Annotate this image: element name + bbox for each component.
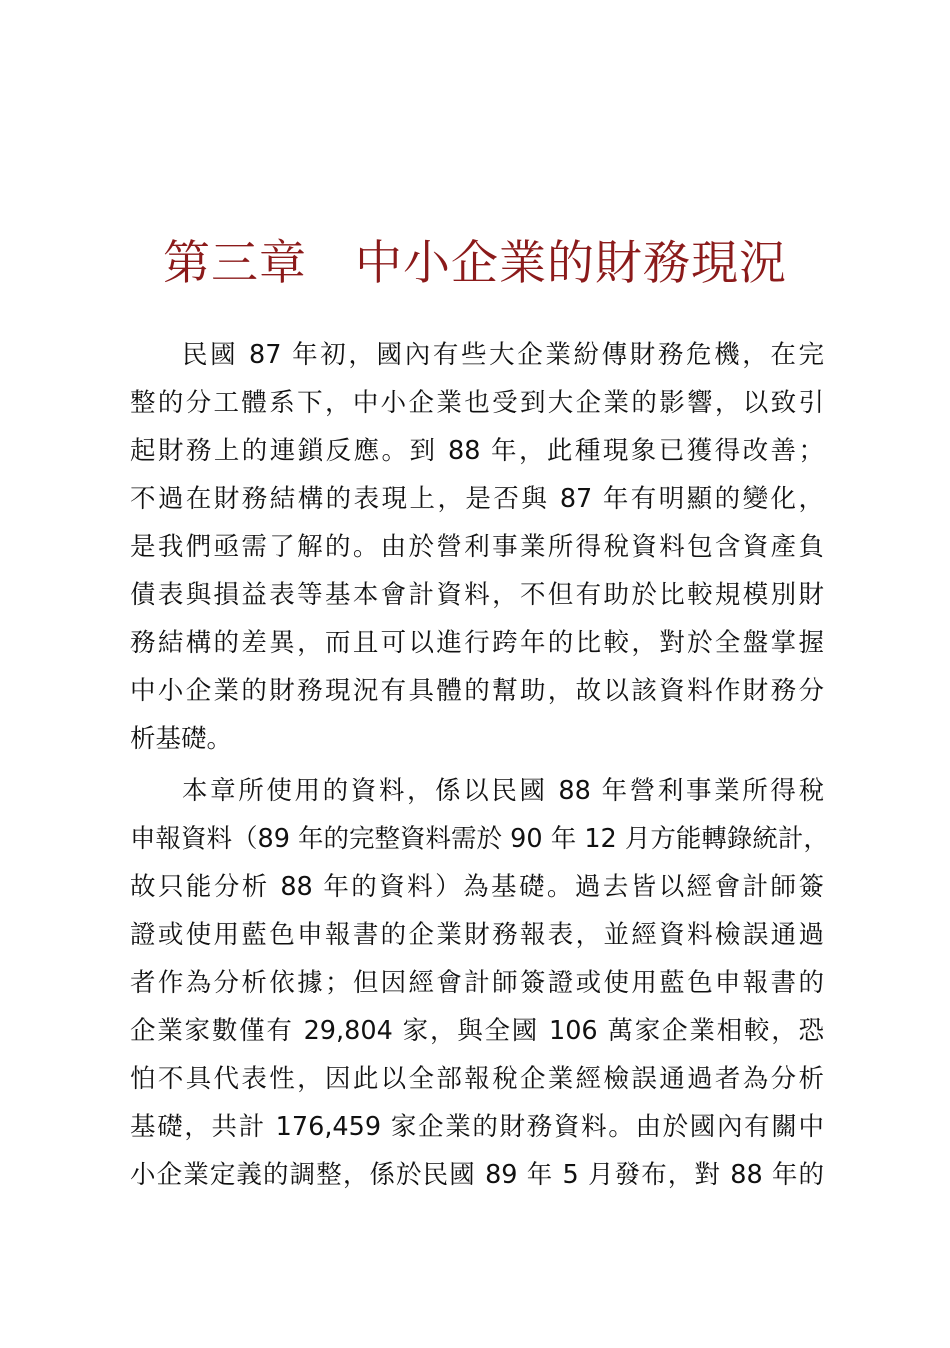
paragraph-line: 故只能分析 88 年的資料）為基礎。過去皆以經會計師簽 xyxy=(130,872,824,902)
paragraph-line: 起財務上的連鎖反應。到 88 年，此種現象已獲得改善； xyxy=(130,436,824,466)
paragraph-line: 是我們亟需了解的。由於營利事業所得稅資料包含資產負 xyxy=(130,532,824,562)
paragraph-line: 企業家數僅有 29,804 家，與全國 106 萬家企業相較，恐 xyxy=(130,1016,824,1046)
paragraph-line: 怕不具代表性，因此以全部報稅企業經檢誤通過者為分析 xyxy=(130,1064,824,1094)
chapter-title: 第三章 中小企業的財務現況 xyxy=(163,236,787,291)
paragraph-line: 小企業定義的調整，係於民國 89 年 5 月發布，對 88 年的 xyxy=(130,1160,824,1190)
paragraph-line: 整的分工體系下，中小企業也受到大企業的影響，以致引 xyxy=(130,388,824,418)
body-text xyxy=(130,331,829,1199)
paragraph-line: 析基礎。 xyxy=(130,724,233,754)
paragraph-line: 證或使用藍色申報書的企業財務報表，並經資料檢誤通過 xyxy=(130,920,824,950)
paragraph-line: 申報資料（89 年的完整資料需於 90 年 12 月方能轉錄統計， xyxy=(130,824,829,854)
paragraph-line: 債表與損益表等基本會計資料，不但有助於比較規模別財 xyxy=(130,580,824,610)
paragraph-line: 務結構的差異，而且可以進行跨年的比較，對於全盤掌握 xyxy=(130,628,824,658)
paragraph-line: 中小企業的財務現況有具體的幫助，故以該資料作財務分 xyxy=(130,676,824,706)
paragraph-line: 本章所使用的資料，係以民國 88 年營利事業所得稅 xyxy=(182,776,824,806)
paragraph-line: 基礎，共計 176,459 家企業的財務資料。由於國內有關中 xyxy=(130,1112,824,1142)
paragraph-1 xyxy=(130,331,824,763)
paragraph-line: 民國 87 年初，國內有些大企業紛傳財務危機，在完 xyxy=(182,340,824,370)
paragraph-line: 者作為分析依據；但因經會計師簽證或使用藍色申報書的 xyxy=(130,968,824,998)
paragraph-line: 不過在財務結構的表現上，是否與 87 年有明顯的變化， xyxy=(130,484,824,514)
paragraph-2 xyxy=(130,767,829,1199)
